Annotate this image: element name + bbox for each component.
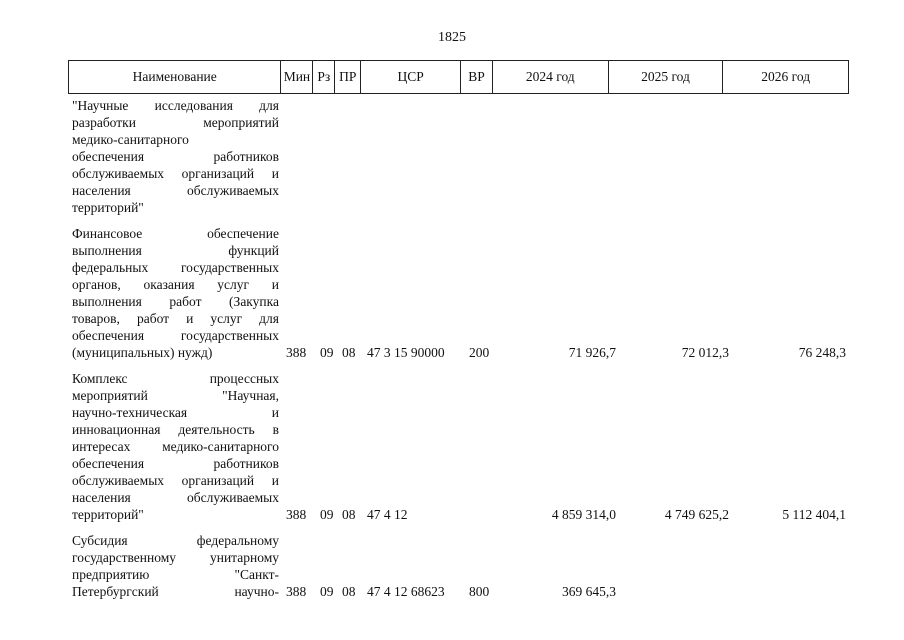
header-rz: Рз	[312, 61, 334, 93]
header-csr: ЦСР	[360, 61, 460, 93]
row-name	[72, 97, 279, 216]
name-line: территорий"	[72, 507, 144, 522]
cell-2025: 72 012,3	[681, 345, 729, 360]
cell-min: 388	[286, 584, 307, 599]
row-name	[72, 370, 279, 523]
name-line: Комплекс процессных	[72, 371, 279, 386]
name-line: обеспечения работников	[72, 149, 279, 164]
cell-min: 388	[286, 507, 307, 522]
cell-vr: 200	[469, 345, 490, 360]
header-pr: ПР	[334, 61, 360, 93]
cell-2025: 4 749 625,2	[664, 507, 729, 522]
name-line: обслуживаемых организаций и	[72, 166, 279, 181]
name-line: предприятию "Санкт-	[72, 567, 279, 582]
cell-csr: 47 3 15 90000	[367, 345, 445, 360]
row-name	[72, 532, 279, 600]
name-line: выполнения работ (Закупка	[72, 294, 279, 309]
name-line: "Научные исследования для	[72, 98, 279, 113]
name-line: инновационная деятельность в	[72, 422, 279, 437]
row-name	[72, 225, 279, 361]
name-line: обеспечения государственных	[72, 328, 279, 343]
name-line: государственному унитарному	[72, 550, 279, 565]
cell-csr: 47 4 12	[367, 507, 408, 522]
name-line: обеспечения работников	[72, 456, 279, 471]
name-line: обслуживаемых организаций и	[72, 473, 279, 488]
cell-min: 388	[286, 345, 307, 360]
header-vr: ВР	[460, 61, 492, 93]
cell-csr: 47 4 12 68623	[367, 584, 445, 599]
name-line: Субсидия федеральному	[72, 533, 279, 548]
name-line: выполнения функций	[72, 243, 279, 258]
name-line: органов, оказания услуг и	[72, 277, 279, 292]
cell-pr: 08	[342, 507, 356, 522]
name-line: (муниципальных) нужд)	[72, 345, 213, 360]
header-2025: 2025 год	[608, 61, 723, 93]
name-line: разработки мероприятий	[72, 115, 279, 130]
name-line: мероприятий "Научная,	[72, 388, 279, 403]
name-line: населения обслуживаемых	[72, 490, 279, 505]
name-line: федеральных государственных	[72, 260, 279, 275]
cell-rz: 09	[320, 345, 334, 360]
cell-rz: 09	[320, 584, 334, 599]
cell-2024: 369 645,3	[562, 584, 616, 599]
header-2024: 2024 год	[492, 61, 608, 93]
cell-pr: 08	[342, 345, 356, 360]
cell-2024: 4 859 314,0	[551, 507, 616, 522]
cell-2026: 76 248,3	[798, 345, 846, 360]
cell-vr: 800	[469, 584, 490, 599]
name-line: научно-техническая и	[72, 405, 279, 420]
page-number: 1825	[438, 30, 466, 45]
table-header	[68, 60, 849, 94]
cell-2024: 71 926,7	[568, 345, 616, 360]
name-line: интересах медико-санитарного	[72, 439, 279, 454]
header-name: Наименование	[132, 69, 217, 84]
name-line: медико-санитарного	[72, 132, 189, 147]
name-line: товаров, работ и услуг для	[72, 311, 279, 326]
header-min: Мин	[280, 61, 312, 93]
header-2026: 2026 год	[722, 61, 848, 93]
cell-pr: 08	[342, 584, 356, 599]
cell-2026: 5 112 404,1	[782, 507, 846, 522]
name-line: населения обслуживаемых	[72, 183, 279, 198]
name-line: территорий"	[72, 200, 144, 215]
name-line: Петербургский научно-	[72, 584, 279, 599]
cell-rz: 09	[320, 507, 334, 522]
name-line: Финансовое обеспечение	[72, 226, 279, 241]
